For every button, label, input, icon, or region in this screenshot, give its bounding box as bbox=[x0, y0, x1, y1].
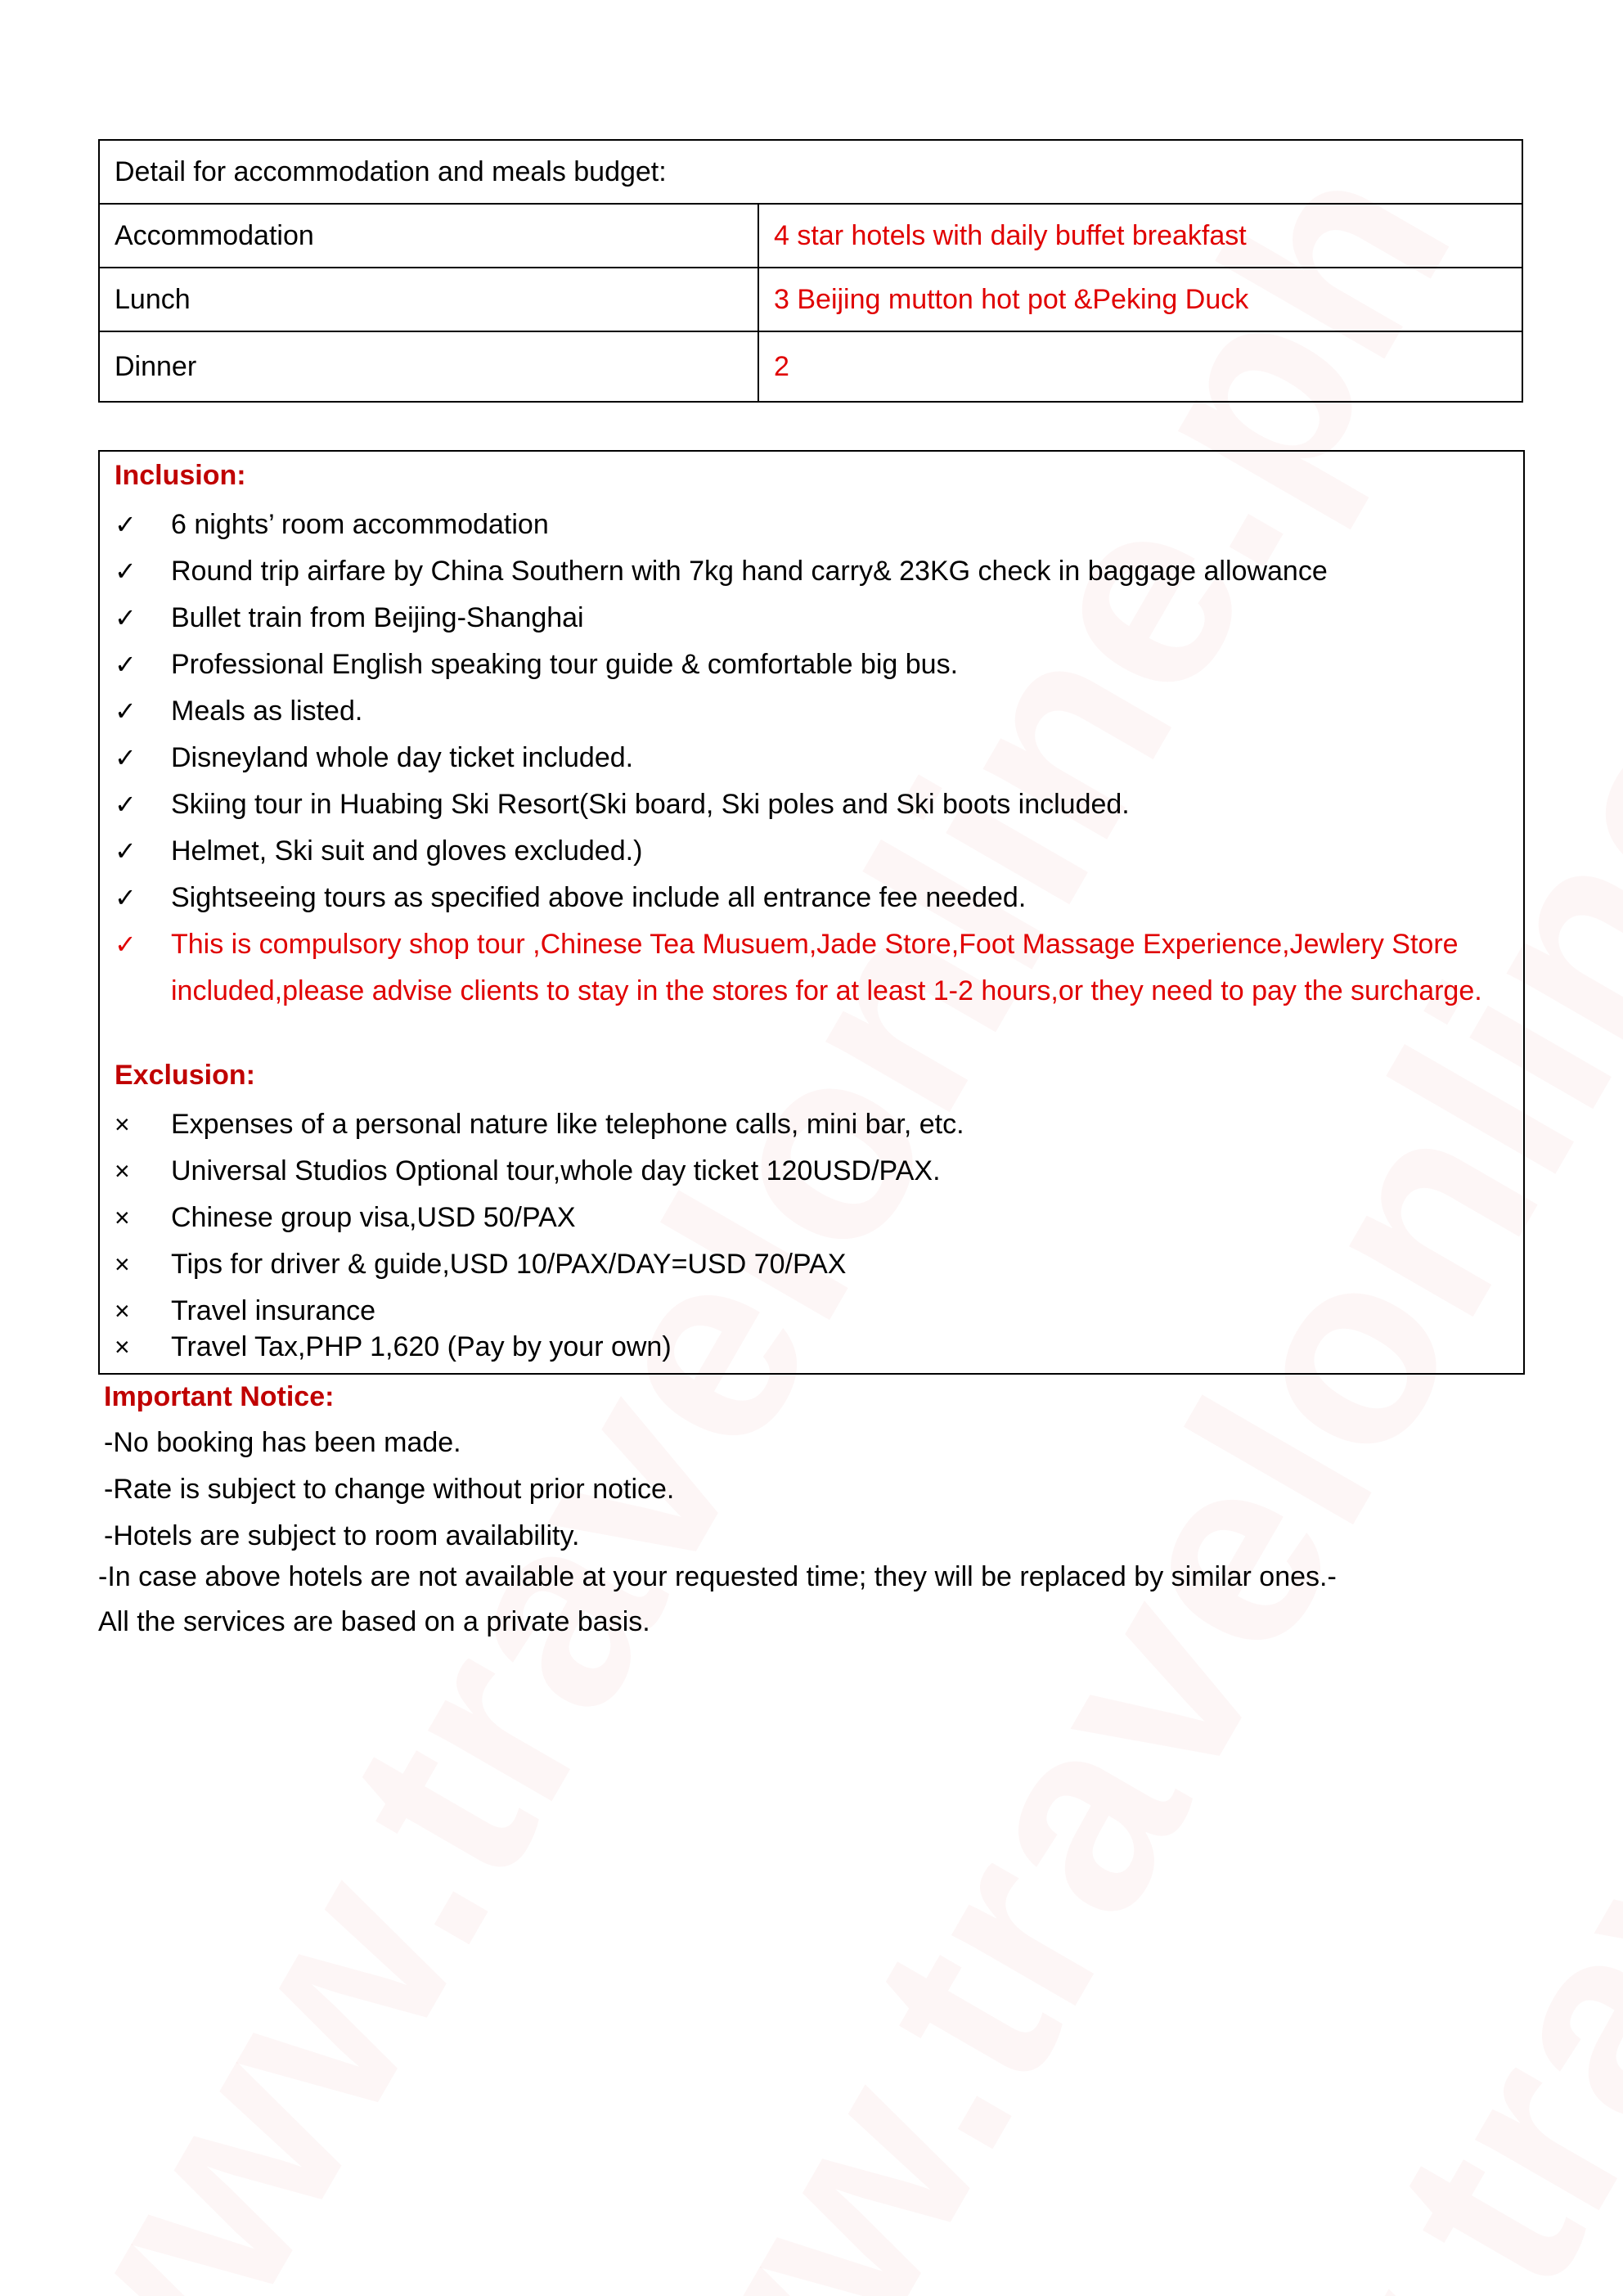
check-icon: ✓ bbox=[115, 510, 137, 539]
row-value: 4 star hotels with daily buffet breakfast bbox=[758, 204, 1522, 268]
check-icon: ✓ bbox=[115, 790, 137, 819]
row-value: 3 Beijing mutton hot pot &Peking Duck bbox=[758, 268, 1522, 331]
check-icon: ✓ bbox=[115, 603, 137, 633]
cross-icon: × bbox=[115, 1296, 130, 1326]
check-icon: ✓ bbox=[115, 743, 137, 772]
budget-table bbox=[98, 139, 1523, 403]
cross-icon: × bbox=[115, 1332, 130, 1362]
check-icon: ✓ bbox=[115, 696, 137, 726]
cross-icon: × bbox=[115, 1110, 130, 1139]
notice-line: -Hotels are subject to room availability. bbox=[104, 1520, 580, 1551]
row-label: Accommodation bbox=[99, 204, 758, 268]
row-label: Lunch bbox=[99, 268, 758, 331]
budget-table-header: Detail for accommodation and meals budget: bbox=[99, 140, 1522, 204]
check-icon: ✓ bbox=[115, 556, 137, 586]
check-icon: ✓ bbox=[115, 650, 137, 679]
cross-icon: × bbox=[115, 1156, 130, 1186]
check-icon: ✓ bbox=[115, 836, 137, 866]
notice-line: -In case above hotels are not available at your requested time; they will be replaced by similar ones.- bbox=[98, 1561, 1337, 1592]
check-icon: ✓ bbox=[115, 930, 137, 959]
exclusion-title: Exclusion: bbox=[115, 1060, 255, 1091]
check-icon: ✓ bbox=[115, 883, 137, 912]
row-label: Dinner bbox=[99, 331, 758, 402]
table-row bbox=[99, 204, 1522, 268]
row-value: 2 bbox=[758, 331, 1522, 402]
table-row bbox=[99, 268, 1522, 331]
cross-icon: × bbox=[115, 1203, 130, 1232]
inclusion-title: Inclusion: bbox=[115, 460, 246, 491]
notice-line: -No booking has been made. bbox=[104, 1427, 461, 1458]
important-notice-title: Important Notice: bbox=[104, 1381, 335, 1412]
notice-line: -Rate is subject to change without prior notice. bbox=[104, 1474, 675, 1505]
table-row bbox=[99, 331, 1522, 402]
list-item-highlight: ✓ This is compulsory shop tour ,Chinese Tea Musuem,Jade Store,Foot Massage Experience,Jewlery Store included,please advise clients to stay in the stores for at least 1-2 hours,or they need to pay the surcharge. bbox=[100, 921, 1523, 1061]
inclusion-exclusion-box: Inclusion: ✓ 6 nights’ room accommodation ✓ Round trip airfare by China Southern with 7kg hand carry& 23KG check in baggage allowance ✓ Bullet train from Beijing-Shanghai ✓ Professional English speaking tour guide & comfortable big bus. ✓ Meals as listed. ✓ Disneyland whole day ticket included. ✓ Skiing tour in Huabing Ski Resort(Ski board, Ski poles and Ski boots included. ✓ Helmet, Ski suit and gloves excluded.) ✓ Sightseeing tours as specified above include all entrance fee needed. ✓ This is compulsory shop tour ,Chinese Tea Musuem,Jade Store,Foot Massage Experience,Jewlery Store included,please advise clients to stay in the stores for at least 1-2 hours,or they need to pay the surcharge. Exclusion: × Expenses of a personal nature like telephone calls, mini bar, etc. × Universal Studios Optional tour,whole day ticket 120USD/PAX. × Chinese group visa,USD 50/PAX × Tips for driver & guide,USD 10/PAX/DAY=USD 70/PAX × Travel insurance × Travel Tax,PHP 1,620 (Pay by your own) bbox=[98, 450, 1525, 1375]
notice-line: All the services are based on a private basis. bbox=[98, 1606, 650, 1637]
cross-icon: × bbox=[115, 1249, 130, 1279]
